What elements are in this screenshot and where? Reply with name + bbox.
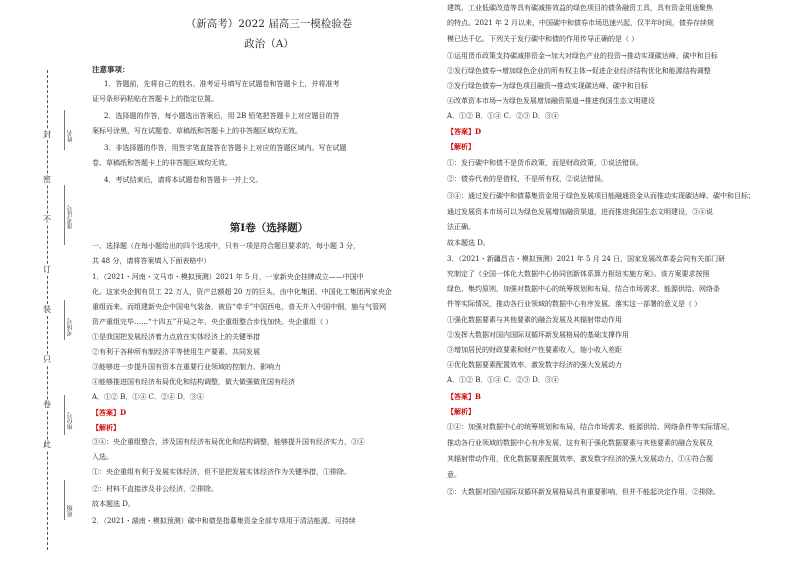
option-line: ①强化数据要素与其他要素的融合发展及其辐射带动作用 [447, 316, 622, 324]
section-title: 第Ⅰ卷（选择题） [229, 222, 309, 234]
text-line: ①④：加强对数据中心的统筹规划和布局，结合市场需求、能源供给、网络条件等实际情况， [447, 423, 734, 431]
choice-line: A．①② B．①④ C．②④ D．③④ [92, 393, 204, 401]
note-line: 证号条形码粘贴在答题卡上的指定位置。 [92, 95, 218, 103]
text-line: 建筑、工业低碳改造等具有碳减排效益的绿色项目的债务融资工具，具有资金用途聚焦 [447, 4, 713, 12]
text-line: ③④：通过发行碳中和债募集资金用于绿色发展项目能融通资金从而推动实现碳达峰、碳中和目标； [447, 192, 755, 200]
analysis-label: 【解析】 [447, 407, 475, 416]
seal-char: 封 [39, 130, 55, 140]
option-line: ③增加居民的财政要素和财产性要素收入，缩小收入差距 [447, 346, 622, 354]
text-line: 的特点。2021 年 2 月以来，中国碳中和债券市场迅速兴起，仅半年时间，债券存续规 [447, 19, 714, 27]
text-line: 3．（2021・新疆昌吉・模拟预测）2021 年 5 月 24 日，国家发展改革委会同有关部门研 [447, 255, 726, 263]
text-line: 件等实际情况，推动各行业领域的数据中心有序发展。落实这一部署的意义是（ ） [447, 300, 702, 308]
seal-char: 装 [39, 305, 55, 315]
text-line: 通过发展资本市场可以为绿色发展增加融资渠道，进而推进我国生态文明建设，③④说 [447, 208, 713, 216]
option-line: ③发行绿色债券→为绿色项目融资→推动实现碳达峰、碳中和目标 [447, 82, 648, 90]
text-line: ①：发行碳中和债不是货币政策，而是财政政策，①说法错误。 [447, 159, 643, 167]
option-line: ③能够进一步提升国有资本在重要行业领域的控制力、影响力 [92, 363, 281, 371]
text-line: 模已达千亿。下列关于发行碳中和债的作用传导正确的是（ ） [447, 35, 639, 43]
seal-char: 密 [39, 175, 55, 185]
text-line: 绿色、集约原则，加强对数据中心的统筹规划和布局，结合市场需求、能源供给、网络条 [447, 285, 720, 293]
notes-heading: 注意事项： [92, 65, 130, 74]
option-line: ②发挥大数据对国内国际双循环新发展格局的基础支撑作用 [447, 331, 629, 339]
note-line: 4．考试结束后，请将本试题卷和答题卡一并上交。 [104, 176, 263, 184]
choice-line: A．①② B．①④ C．②③ D．③④ [447, 376, 559, 384]
field-label-exam-number: 准考证号 [67, 205, 74, 229]
binding-strip [0, 0, 92, 562]
seal-char: 此 [39, 440, 55, 450]
text-line: 法正确。 [447, 223, 475, 231]
option-line: ②发行绿色债券→增加绿色企业的所有权主体→促进企业经济结构优化和能源结构调整 [447, 67, 711, 75]
answer-label: 【答案】D [92, 408, 127, 417]
text-line: ②：大数据对国内国际双循环新发展格局具有重要影响，但并不能起决定作用，②排除。 [447, 488, 720, 496]
text-line: 推动各行业领域的数据中心有序发展，这有利于强化数据要素与其他要素的融合发展及 [447, 439, 713, 447]
text-line: 资产重组完毕……“十四五”开局之年，央企重组整合步伐加快。央企重组（ ） [92, 318, 333, 326]
text-line: ②：材料不直接涉及非公经济，②排除。 [92, 485, 218, 493]
seal-char: 不 [39, 215, 55, 225]
field-label-class: 班级 [67, 505, 74, 517]
text-line: 其辐射带动作用，优化数据要素配置效率，激发数字经济的强大发展动力，①④符合题 [447, 455, 713, 463]
option-line: ④能够推进国有经济布局优化和结构调整，做大做强做优国有经济 [92, 378, 295, 386]
answer-label: 【答案】B [447, 392, 481, 401]
note-line: 2．选择题的作答，每小题选出答案后，用 2B 铅笔把答题卡上对应题目的答 [104, 112, 340, 120]
note-line: 3．非选择题的作答，用签字笔直接答在答题卡上对应的答题区域内。写在试题 [104, 144, 347, 152]
text-line: 故本题选 D。 [92, 500, 135, 508]
text-line: 重组而来。而组建新央企中国电气装备，被俗“牵手”中国西电，普天并入中国中钢，施与气管网 [92, 303, 387, 311]
text-line: 意。 [447, 471, 461, 479]
text-line: 故本题选 D。 [447, 239, 490, 247]
option-line: ②有利于各种所有制经济平等使用生产要素、共同发展 [92, 348, 260, 356]
text-line: 究制定了《全国一体化大数据中心协同创新体系算力枢纽实施方案》。该方案要求按照 [447, 270, 710, 278]
note-line: 卷、草稿纸和答题卡上的非答题区域均无效。 [92, 159, 232, 167]
note-line: 案标号涂黑，写在试题卷、草稿纸和答题卡上的非答题区域均无效。 [92, 127, 302, 135]
exam-title: （新高考）2022 届高三一模检验卷 [185, 18, 353, 30]
text-line: 一、选择题（在每小题给出的四个选项中，只有一项是符合题目要求的，每小题 3 分， [92, 242, 360, 250]
text-line: ③④：央企重组整合，涉及国有经济布局优化和结构调整，能够提升国有经济实力，③④ [92, 438, 365, 446]
field-label-name: 姓名 [67, 130, 74, 142]
text-line: 2．（2021・湖南・模拟预测）碳中和债是指募集资金全部专项用于清洁能源、可持续 [92, 517, 356, 525]
seal-char: 卷 [39, 400, 55, 410]
text-line: ①：央企重组有利于发展实体经济，但不是把发展实体经济作为关键举措，①排除。 [92, 468, 351, 476]
text-line: ②：债券代表的是借权，不是所有权，②说法错误。 [447, 175, 608, 183]
text-line: 化。这家央企拥有员工 22 万人，资产总额超 20 万的巨头，由中化集团、中国化工集团两家央企 [92, 288, 392, 296]
seal-char: 只 [39, 355, 55, 365]
option-line: ①运用货币政策支持碳减排资金→加大对绿色产业的投资→推动实现碳达峰、碳中和目标 [447, 52, 718, 60]
field-label-room: 考场号 [67, 318, 74, 336]
field-label-seat: 座位号 [67, 412, 74, 430]
seal-char: 订 [39, 265, 55, 275]
text-line: 入选。 [92, 453, 113, 461]
option-line: ①是我国把发展经济着力点放在实体经济上的关键举措 [92, 333, 260, 341]
option-line: ④优化数据要素配置效率，激发数字经济的强大发展动力 [447, 361, 622, 369]
option-line: ④改革资本市场→为绿色发展增加融资渠道→推进我国生态文明建设 [447, 97, 655, 105]
text-line: 共 48 分，请将答案填入下面表格中） [92, 257, 211, 265]
text-line: 1．（2021・河南・文马市・模拟预测）2021 年 5 月，一家新央企挂牌成立——中国中 [92, 273, 364, 281]
analysis-label: 【解析】 [447, 142, 475, 151]
note-line: 1．答题前，先将自己的姓名、准考证号填写在试题卷和答题卡上，并将准考 [104, 80, 340, 88]
answer-label: 【答案】D [447, 127, 482, 136]
choice-line: A．①② B．①④ C．②③ D．③④ [447, 112, 559, 120]
exam-subject: 政治（A） [244, 38, 294, 50]
analysis-label: 【解析】 [92, 423, 120, 432]
